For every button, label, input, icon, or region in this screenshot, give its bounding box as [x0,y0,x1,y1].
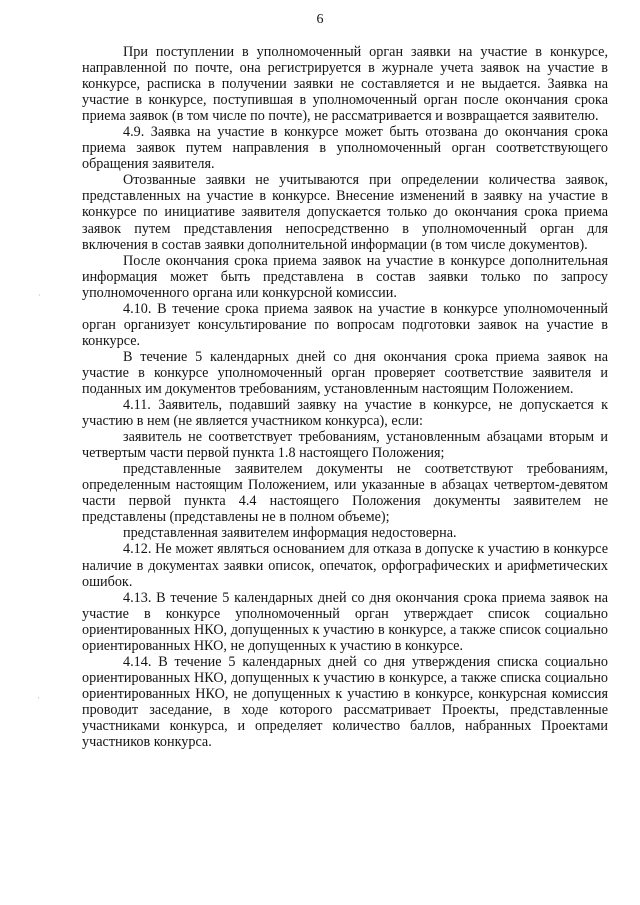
paragraph-4-11: 4.11. Заявитель, подавший заявку на участие в конкурсе, не допускается к участию в нем (не является участником конкурса), если: [82,397,608,430]
paragraph-application-by-mail: При поступлении в уполномоченный орган заявки на участие в конкурсе, направленной по почте, она регистрируется в журнале учета заявок на участие в конкурсе, расписка в получении заявки не составляется и не выдается. Заявка на участие в конкурсе, поступившая в уполномоченный орган после окончания срока приема заявок (в том числе по почте), не рассматривается и возвращается заявителю. [82,44,608,125]
paragraph-4-13: 4.13. В течение 5 календарных дней со дня окончания срока приема заявок на участие в конкурсе уполномоченный орган утверждает список социально ориентированных НКО, допущенных к участию в конкурсе, а также список социально ориентированных НКО, не допущенных к участию в конкурсе. [82,589,608,654]
paragraph-4-10: 4.10. В течение срока приема заявок на участие в конкурсе уполномоченный орган организует консультирование по вопросам подготовки заявок на участие в конкурсе. [82,300,608,349]
paragraph-additional-information: После окончания срока приема заявок на участие в конкурсе дополнительная информация может быть представлена в состав заявки только по запросу уполномоченного органа или конкурсной комиссии. [82,252,608,301]
scan-mark: · [37,694,40,704]
paragraph-condition-documents: представленные заявителем документы не соответствуют требованиям, определенным настоящим Положением, или указанные в абзацах четвертом-девятом части первой пункта 4.4 настоящего Положения документы заявителем не представлены (представлены не в полном объеме); [82,461,608,526]
paragraph-condition-requirements: заявитель не соответствует требованиям, установленным абзацами вторым и четвертым части первой пункта 1.8 настоящего Положения; [82,429,608,462]
document-body [82,44,608,750]
scan-mark: · [38,291,41,301]
paragraph-document-check: В течение 5 календарных дней со дня окончания срока приема заявок на участие в конкурсе уполномоченный орган проверяет соответствие заявителя и поданных им документов требованиям, установленным настоящим Положением. [82,348,608,397]
paragraph-condition-information: представленная заявителем информация недостоверна. [123,525,457,542]
page-number: 6 [316,12,324,27]
paragraph-4-14: 4.14. В течение 5 календарных дней со дня утверждения списка социально ориентированных НКО, допущенных к участию в конкурсе, а также списка социально ориентированных НКО, не допущенных к участию в конкурсе, конкурсная комиссия проводит заседание, в ходе которого рассматривает Проекты, представленные участниками конкурса, и определяет количество баллов, набранных Проектами участников конкурса. [82,653,608,751]
paragraph-4-12: 4.12. Не может являться основанием для отказа в допуске к участию в конкурсе наличие в документах заявки описок, опечаток, орфографических и арифметических ошибок. [82,541,608,590]
paragraph-withdrawn-applications: Отозванные заявки не учитываются при определении количества заявок, представленных на участие в конкурсе. Внесение изменений в заявку на участие в конкурсе по инициативе заявителя допускается только до окончания срока приема заявок путем представления непосредственно в уполномоченный орган для включения в состав заявки дополнительной информации (в том числе документов). [82,172,608,253]
paragraph-4-9: 4.9. Заявка на участие в конкурсе может быть отозвана до окончания срока приема заявок путем направления в уполномоченный орган соответствующего обращения заявителя. [82,124,608,173]
